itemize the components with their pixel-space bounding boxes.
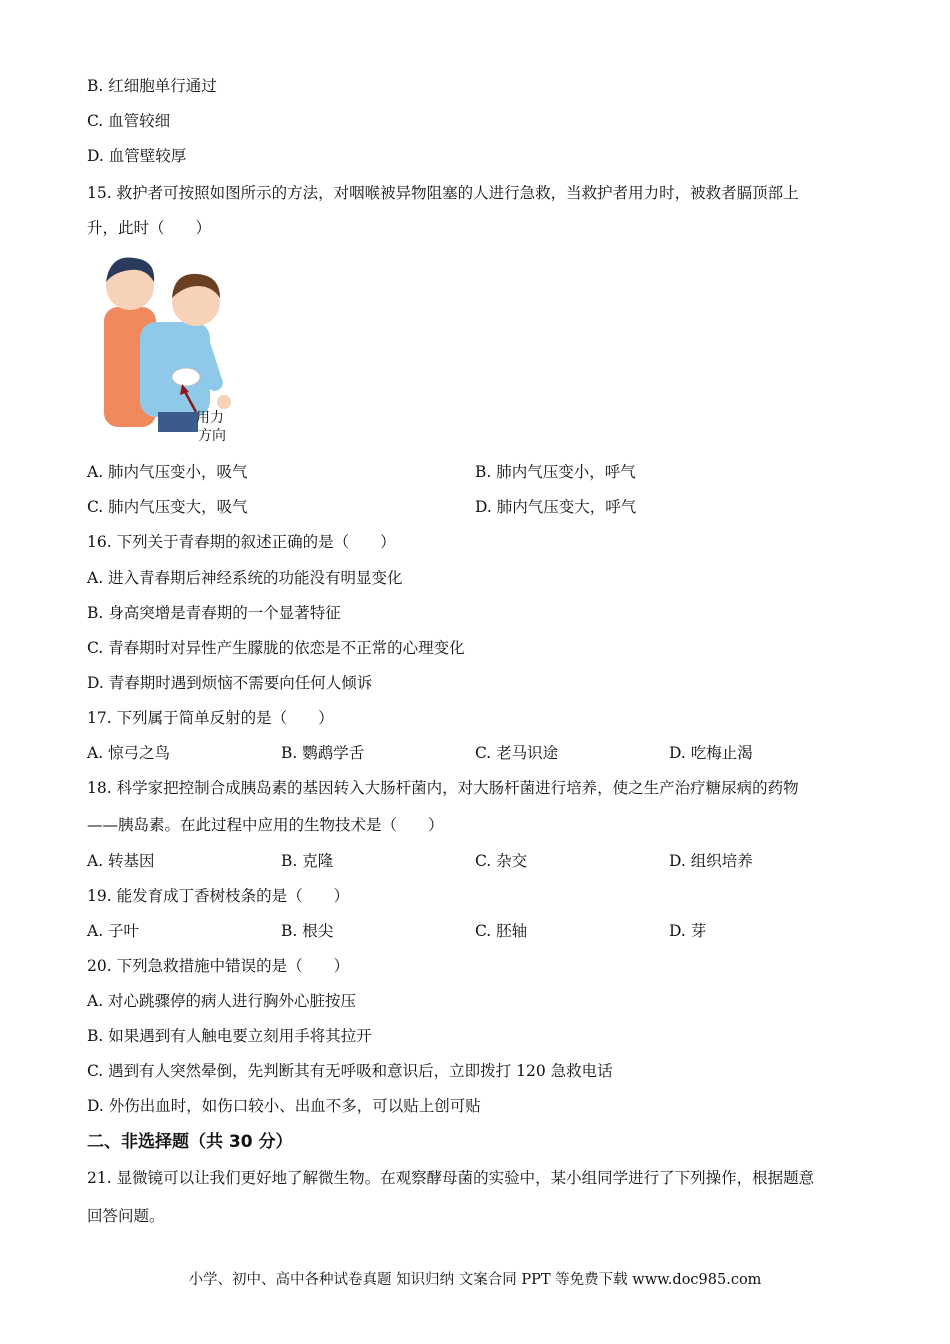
q18-option-c: C. 杂交 (475, 852, 528, 870)
q15-option-d: D. 肺内气压变大，呼气 (475, 498, 637, 516)
q16-stem: 16. 下列关于青春期的叙述正确的是（ ） (87, 533, 396, 551)
victim-hand (217, 395, 231, 409)
q15-option-c: C. 肺内气压变大，吸气 (87, 498, 248, 516)
q19-option-a: A. 子叶 (87, 922, 140, 940)
q14-option-c: C. 血管较细 (87, 112, 171, 130)
victim-legs (158, 412, 198, 432)
section-2-title: 二、非选择题（共 30 分） (87, 1132, 293, 1152)
rescuer-fist (172, 368, 200, 386)
q18-option-a: A. 转基因 (87, 852, 155, 870)
q20-option-c: C. 遇到有人突然晕倒，先判断其有无呼吸和意识后，立即拨打 120 急救电话 (87, 1062, 613, 1080)
q17-option-d: D. 吃梅止渴 (669, 744, 753, 762)
q14-option-b: B. 红细胞单行通过 (87, 77, 217, 95)
heimlich-illustration (100, 252, 260, 447)
q16-option-b: B. 身高突增是青春期的一个显著特征 (87, 604, 341, 622)
q21-stem-line-2: 回答问题。 (87, 1207, 165, 1225)
q20-option-d: D. 外伤出血时，如伤口较小、出血不多，可以贴上创可贴 (87, 1097, 481, 1115)
q15-stem-line-1: 15. 救护者可按照如图所示的方法，对咽喉被异物阻塞的人进行急救，当救护者用力时，被救者膈顶部上 (87, 184, 799, 202)
q18-stem-line-2: ——胰岛素。在此过程中应用的生物技术是（ ） (87, 816, 444, 834)
q17-option-a: A. 惊弓之鸟 (87, 744, 171, 762)
q20-option-b: B. 如果遇到有人触电要立刻用手将其拉开 (87, 1027, 372, 1045)
q19-stem: 19. 能发育成丁香树枝条的是（ ） (87, 887, 350, 905)
q18-option-b: B. 克隆 (281, 852, 334, 870)
q16-option-d: D. 青春期时遇到烦恼不需要向任何人倾诉 (87, 674, 373, 692)
q19-option-c: C. 胚轴 (475, 922, 528, 940)
q19-option-d: D. 芽 (669, 922, 707, 940)
q15-option-a: A. 肺内气压变小，吸气 (87, 463, 248, 481)
q20-option-a: A. 对心跳骤停的病人进行胸外心脏按压 (87, 992, 357, 1010)
q14-option-d: D. 血管壁较厚 (87, 147, 187, 165)
page-footer: 小学、初中、高中各种试卷真题 知识归纳 文案合同 PPT 等免费下载 www.doc985.com (188, 1272, 762, 1288)
q16-option-a: A. 进入青春期后神经系统的功能没有明显变化 (87, 569, 403, 587)
q15-stem-line-2: 升，此时（ ） (87, 219, 212, 237)
figure-label-2: 方向 (198, 428, 226, 444)
q19-option-b: B. 根尖 (281, 922, 334, 940)
q17-stem: 17. 下列属于简单反射的是（ ） (87, 709, 334, 727)
q18-option-d: D. 组织培养 (669, 852, 753, 870)
heimlich-maneuver-figure (100, 252, 260, 447)
q16-option-c: C. 青春期时对异性产生朦胧的依恋是不正常的心理变化 (87, 639, 465, 657)
figure-label-1: 用力 (196, 410, 224, 426)
q17-option-b: B. 鹦鹉学舌 (281, 744, 365, 762)
q15-option-b: B. 肺内气压变小，呼气 (475, 463, 636, 481)
q18-stem-line-1: 18. 科学家把控制合成胰岛素的基因转入大肠杆菌内，对大肠杆菌进行培养，使之生产治疗糖尿病的药物 (87, 779, 799, 797)
q17-option-c: C. 老马识途 (475, 744, 559, 762)
q20-stem: 20. 下列急救措施中错误的是（ ） (87, 957, 350, 975)
q21-stem-line-1: 21. 显微镜可以让我们更好地了解微生物。在观察酵母菌的实验中，某小组同学进行了下列操作，根据题意 (87, 1169, 815, 1187)
